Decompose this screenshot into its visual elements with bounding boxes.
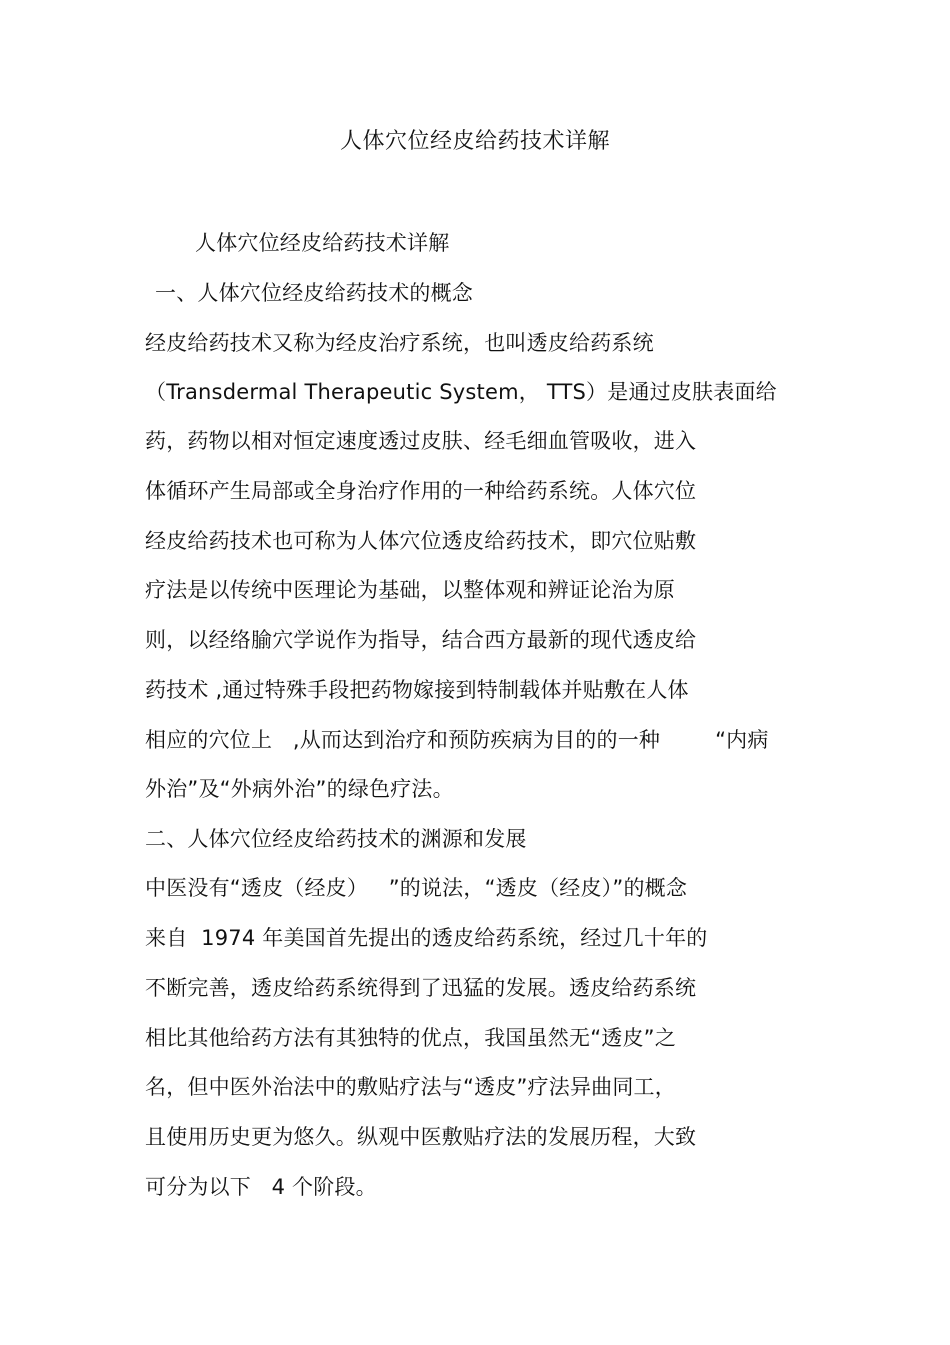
section2-line: 来自 1974 年美国首先提出的透皮给药系统，经过几十年的	[145, 926, 708, 950]
subtitle: 人体穴位经皮给药技术详解	[195, 231, 450, 255]
section1-line: 经皮给药技术也可称为人体穴位透皮给药技术，即穴位贴敷	[145, 529, 697, 553]
document-title: 人体穴位经皮给药技术详解	[339, 129, 610, 154]
section1-line: 经皮给药技术又称为经皮治疗系统，也叫透皮给药系统	[145, 331, 654, 355]
section1-line: 疗法是以传统中医理论为基础，以整体观和辨证论治为原	[145, 578, 675, 602]
section2-heading: 二、人体穴位经皮给药技术的渊源和发展	[145, 827, 527, 851]
section2-line: 且使用历史更为悠久。纵观中医敷贴疗法的发展历程，大致	[145, 1125, 697, 1149]
section2-line: 不断完善，透皮给药系统得到了迅猛的发展。透皮给药系统	[145, 976, 697, 1000]
section1-line: 药，药物以相对恒定速度透过皮肤、经毛细血管吸收，进入	[145, 429, 697, 453]
section1-heading: 一、人体穴位经皮给药技术的概念	[155, 281, 473, 305]
section2-line: 中医没有“透皮（经皮） ”的说法，“透皮（经皮）”的概念	[145, 876, 688, 900]
section2-line: 名，但中医外治法中的敷贴疗法与“透皮”疗法异曲同工，	[145, 1075, 676, 1099]
section1-line: 外治”及“外病外治”的绿色疗法。	[145, 777, 454, 801]
section1-line: 药技术 ,通过特殊手段把药物嫁接到特制载体并贴敷在人体	[145, 678, 689, 702]
section1-line: 相应的穴位上 ,从而达到治疗和预防疾病为目的的一种 “内病	[145, 728, 769, 752]
section1-line: 体循环产生局部或全身治疗作用的一种给药系统。人体穴位	[145, 479, 697, 503]
section2-line: 可分为以下 4 个阶段。	[145, 1175, 377, 1199]
section1-line: （Transdermal Therapeutic System， TTS）是通过皮肤表面给	[145, 380, 777, 404]
section1-line: 则，以经络腧穴学说作为指导，结合西方最新的现代透皮给	[145, 628, 697, 652]
section2-line: 相比其他给药方法有其独特的优点，我国虽然无“透皮”之	[145, 1026, 676, 1050]
